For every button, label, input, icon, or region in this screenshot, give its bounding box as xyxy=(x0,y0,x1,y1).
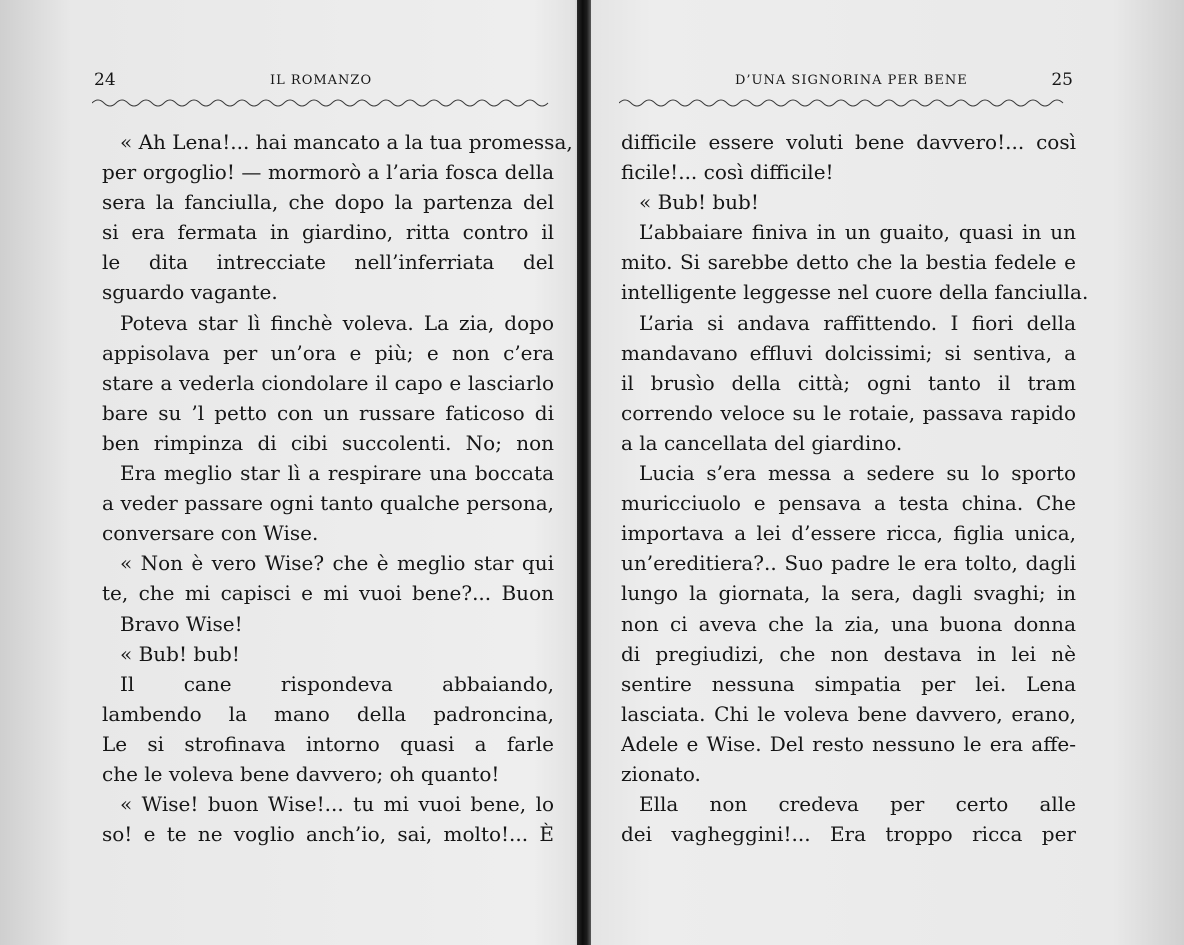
text-line: te, che mi capisci e mi vuoi bene?... Buon xyxy=(102,581,554,606)
text-line: so! e te ne voglio anch’io, sai, molto!... È xyxy=(102,822,554,847)
text-line: difficile essere voluti bene davvero!... così xyxy=(621,130,1076,154)
text-line: Ella non credeva per certo alle xyxy=(639,792,1076,817)
text-line: non ci aveva che la zia, una buona donna xyxy=(621,611,1076,636)
text-line: per orgoglio! — mormorò a l’aria fosca della xyxy=(102,160,554,185)
text-line: sguardo vagante. xyxy=(102,280,278,305)
text-line: intelligente leggesse nel cuore della fanciulla. xyxy=(621,280,1089,305)
text-line: zionato. xyxy=(621,761,701,786)
text-line: il brusìo della città; ogni tanto il tram xyxy=(621,370,1076,395)
left-running-head xyxy=(94,70,549,94)
text-line: che le voleva bene davvero; oh quanto! xyxy=(102,761,500,786)
text-line: conversare con Wise. xyxy=(102,521,319,546)
text-line: mandavano effluvi dolcissimi; si sentiva, a xyxy=(621,340,1076,365)
text-line: lungo la giornata, la sera, dagli svaghi; in xyxy=(621,581,1076,606)
left-page xyxy=(0,0,577,945)
running-head-title: D’UNA SIGNORINA PER BENE xyxy=(735,73,968,88)
book-gutter xyxy=(577,0,591,945)
text-line: a veder passare ogni tanto qualche persona, xyxy=(102,491,554,516)
text-line: le dita intrecciate nell’inferriata del xyxy=(102,250,554,275)
text-line: dei vagheggini!... Era troppo ricca per xyxy=(621,822,1076,847)
text-line: Adele e Wise. Del resto nessuno le era affe- xyxy=(621,731,1076,756)
text-line: Le si strofinava intorno quasi a farle xyxy=(102,731,554,756)
text-line: Bravo Wise! xyxy=(120,611,243,636)
text-line: « Wise! buon Wise!... tu mi vuoi bene, lo xyxy=(120,792,554,817)
left-page-text xyxy=(102,127,573,849)
ornamental-rule xyxy=(92,94,550,108)
text-line: « Bub! bub! xyxy=(120,641,240,666)
text-line: sera la fanciulla, che dopo la partenza del xyxy=(102,190,554,215)
text-line: stare a vederla ciondolare il capo e lasciarlo xyxy=(102,370,554,395)
text-line: un’ereditiera?.. Suo padre le era tolto, dagli xyxy=(621,551,1076,576)
right-page-text xyxy=(621,127,1089,849)
ornamental-rule xyxy=(619,94,1069,108)
running-head-title: IL ROMANZO xyxy=(270,73,373,88)
text-line: « Non è vero Wise? che è meglio star qui xyxy=(120,551,554,576)
text-line: mito. Si sarebbe detto che la bestia fedele e xyxy=(621,250,1076,275)
text-line: « Bub! bub! xyxy=(639,190,759,215)
text-line: bare su ’l petto con un russare faticoso di xyxy=(102,400,554,425)
text-line: muricciuolo e pensava a testa china. Che xyxy=(621,491,1076,516)
text-line: Il cane rispondeva abbaiando, xyxy=(120,671,554,696)
text-line: correndo veloce su le rotaie, passava rapido xyxy=(621,400,1076,425)
text-line: di pregiudizi, che non destava in lei nè xyxy=(621,641,1076,666)
text-line: L’aria si andava raffittendo. I fiori della xyxy=(639,310,1076,335)
text-line: si era fermata in giardino, ritta contro il xyxy=(102,220,554,245)
right-running-head xyxy=(623,70,1073,94)
page-number: 24 xyxy=(94,70,116,90)
text-line: lambendo la mano della padroncina, xyxy=(102,701,554,726)
right-page xyxy=(591,0,1184,945)
page-number: 25 xyxy=(1051,70,1073,90)
text-line: lasciata. Chi le voleva bene davvero, erano, xyxy=(621,701,1076,726)
text-line: « Ah Lena!... hai mancato a la tua promessa, xyxy=(120,130,573,154)
text-line: Lucia s’era messa a sedere su lo sporto xyxy=(639,461,1076,486)
text-line: a la cancellata del giardino. xyxy=(621,430,903,455)
text-line: Poteva star lì finchè voleva. La zia, dopo xyxy=(120,310,554,335)
text-line: importava a lei d’essere ricca, figlia unica, xyxy=(621,521,1076,546)
text-line: ficile!... così difficile! xyxy=(621,160,834,185)
text-line: appisolava per un’ora e più; e non c’era xyxy=(102,340,554,365)
text-line: Era meglio star lì a respirare una boccata xyxy=(120,461,554,486)
text-line: L’abbaiare finiva in un guaito, quasi in un xyxy=(639,220,1076,245)
text-line: ben rimpinza di cibi succolenti. No; non xyxy=(102,430,554,455)
text-line: sentire nessuna simpatia per lei. Lena xyxy=(621,671,1076,696)
